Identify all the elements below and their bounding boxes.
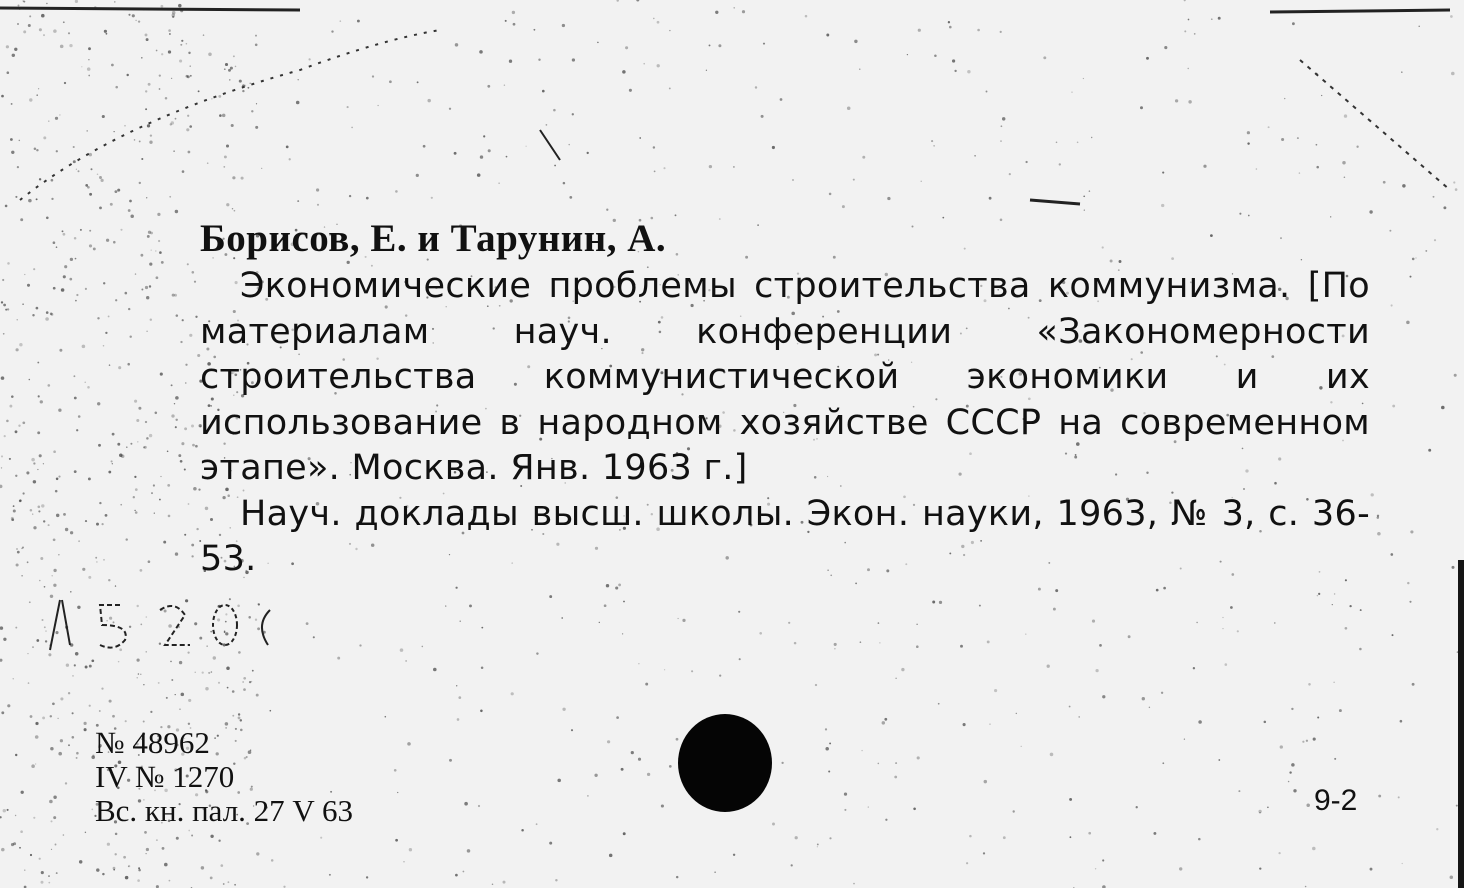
author-line: Борисов, Е. и Тарунин, А. [200, 217, 667, 260]
book-chamber-stamp: Вс. кн. пал. 27 V 63 [95, 793, 354, 828]
handwritten-note [40, 590, 280, 660]
punch-hole [678, 714, 772, 812]
record-number: № 48962 [95, 725, 210, 760]
catalog-number: IV № 1270 [95, 759, 235, 794]
source-citation: Науч. доклады высш. школы. Экон. науки, 1963, № 3, с. 36-53. [200, 493, 1370, 579]
bibliographic-entry [200, 214, 1370, 583]
shelf-code: 9-2 [1314, 784, 1358, 817]
title-description: Экономические проблемы строительства коммунизма. [По материалам науч. конференции «Закономерности строительства коммунистической экономики и их использование в народном хозяйстве СССР на современном этапе». Москва. Янв. 1963 г.] [200, 266, 1370, 488]
scan-edge [1458, 560, 1464, 888]
card-footer [95, 726, 353, 828]
